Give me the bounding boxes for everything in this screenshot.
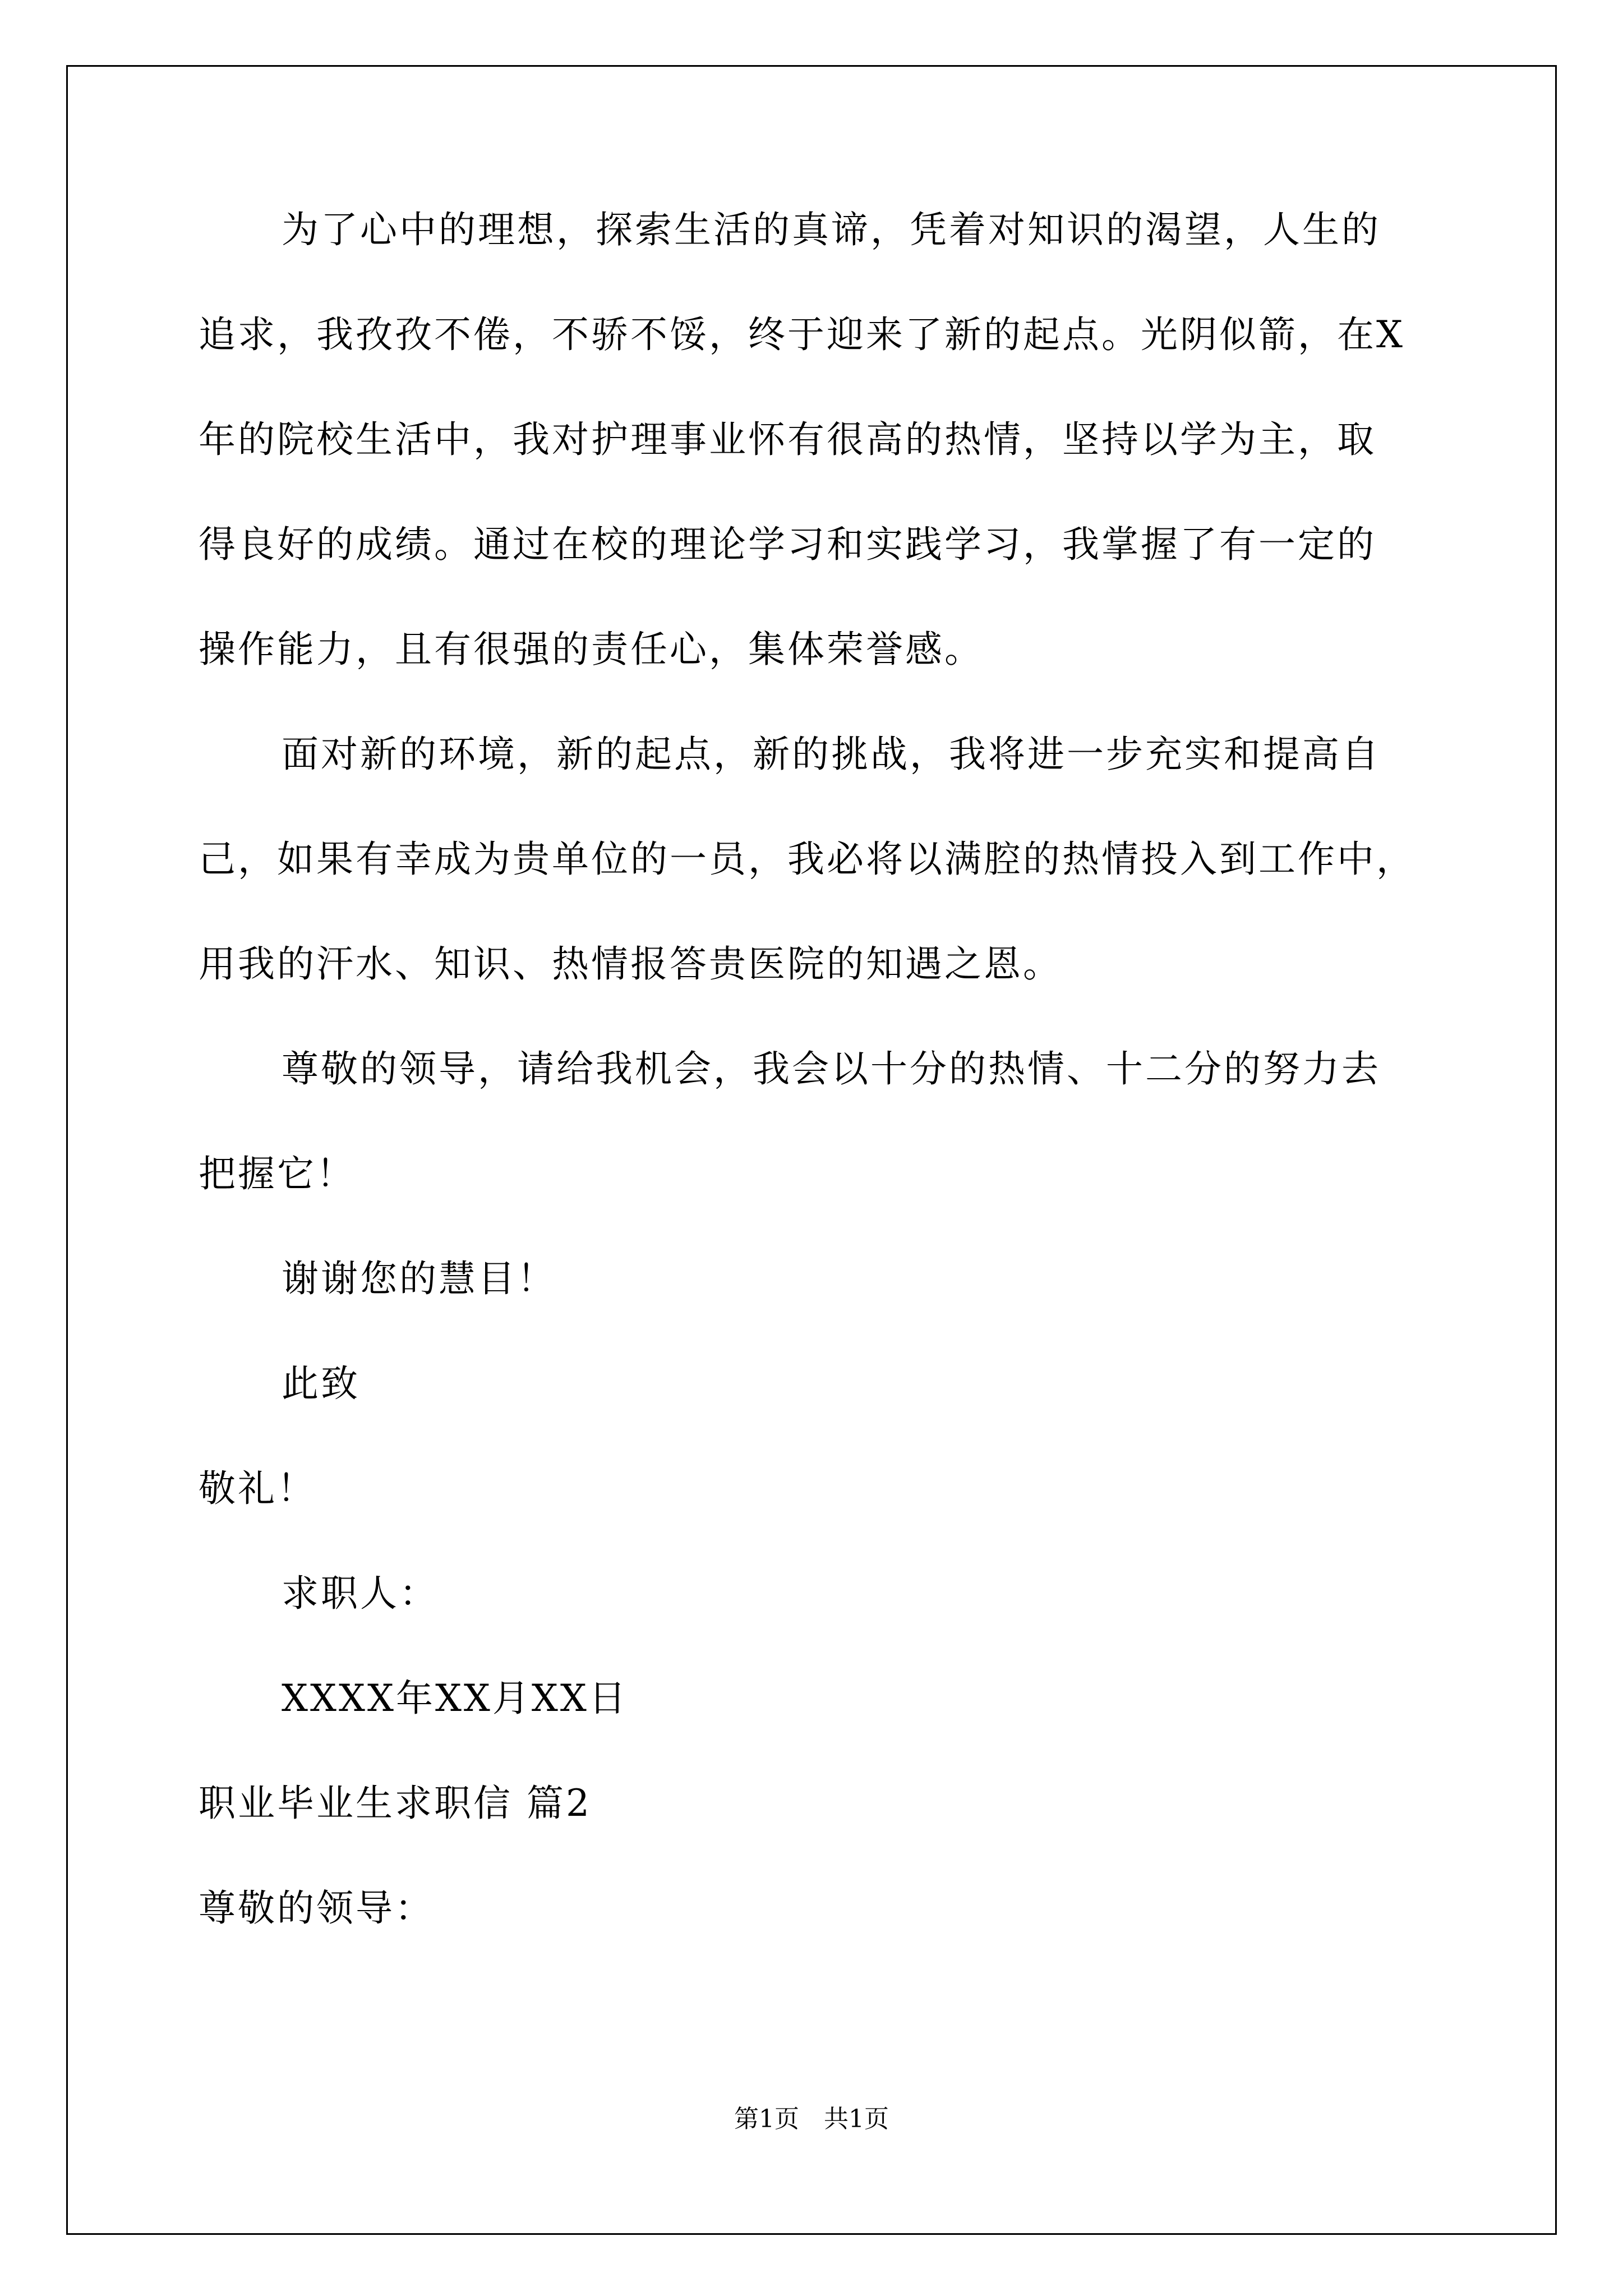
paragraph-3-line-1: 尊敬的领导，请给我机会，我会以十分的热情、十二分的努力去 — [282, 1047, 1381, 1091]
closing-salutation: 此致 — [282, 1362, 360, 1405]
paragraph-1-line-2: 追求，我孜孜不倦，不骄不馁，终于迎来了新的起点。光阴似箭，在X — [199, 313, 1405, 356]
paragraph-2-line-3: 用我的汗水、知识、热情报答贵医院的知遇之恩。 — [199, 942, 1062, 986]
applicant-signature: 求职人： — [282, 1572, 439, 1615]
section-heading: 职业毕业生求职信 篇2 — [199, 1782, 592, 1825]
letter-date: XXXX年XX月XX日 — [282, 1677, 628, 1720]
paragraph-1-line-3: 年的院校生活中，我对护理事业怀有很高的热情，坚持以学为主，取 — [199, 418, 1376, 461]
paragraph-1-line-1: 为了心中的理想，探索生活的真谛，凭着对知识的渴望，人生的 — [282, 208, 1381, 251]
greeting-line: 尊敬的领导： — [199, 1887, 434, 1930]
paragraph-1-line-4: 得良好的成绩。通过在校的理论学习和实践学习，我掌握了有一定的 — [199, 523, 1376, 566]
paragraph-3-line-2: 把握它！ — [199, 1152, 356, 1195]
paragraph-2-line-2: 己，如果有幸成为贵单位的一员，我必将以满腔的热情投入到工作中， — [199, 838, 1415, 881]
page-number-footer: 第1页 共1页 — [734, 2105, 889, 2133]
closing-regards: 敬礼！ — [199, 1467, 316, 1510]
paragraph-1-line-5: 操作能力，且有很强的责任心，集体荣誉感。 — [199, 628, 984, 671]
paragraph-2-line-1: 面对新的环境，新的起点，新的挑战，我将进一步充实和提高自 — [282, 733, 1381, 776]
thanks-line: 谢谢您的慧目！ — [282, 1257, 556, 1300]
